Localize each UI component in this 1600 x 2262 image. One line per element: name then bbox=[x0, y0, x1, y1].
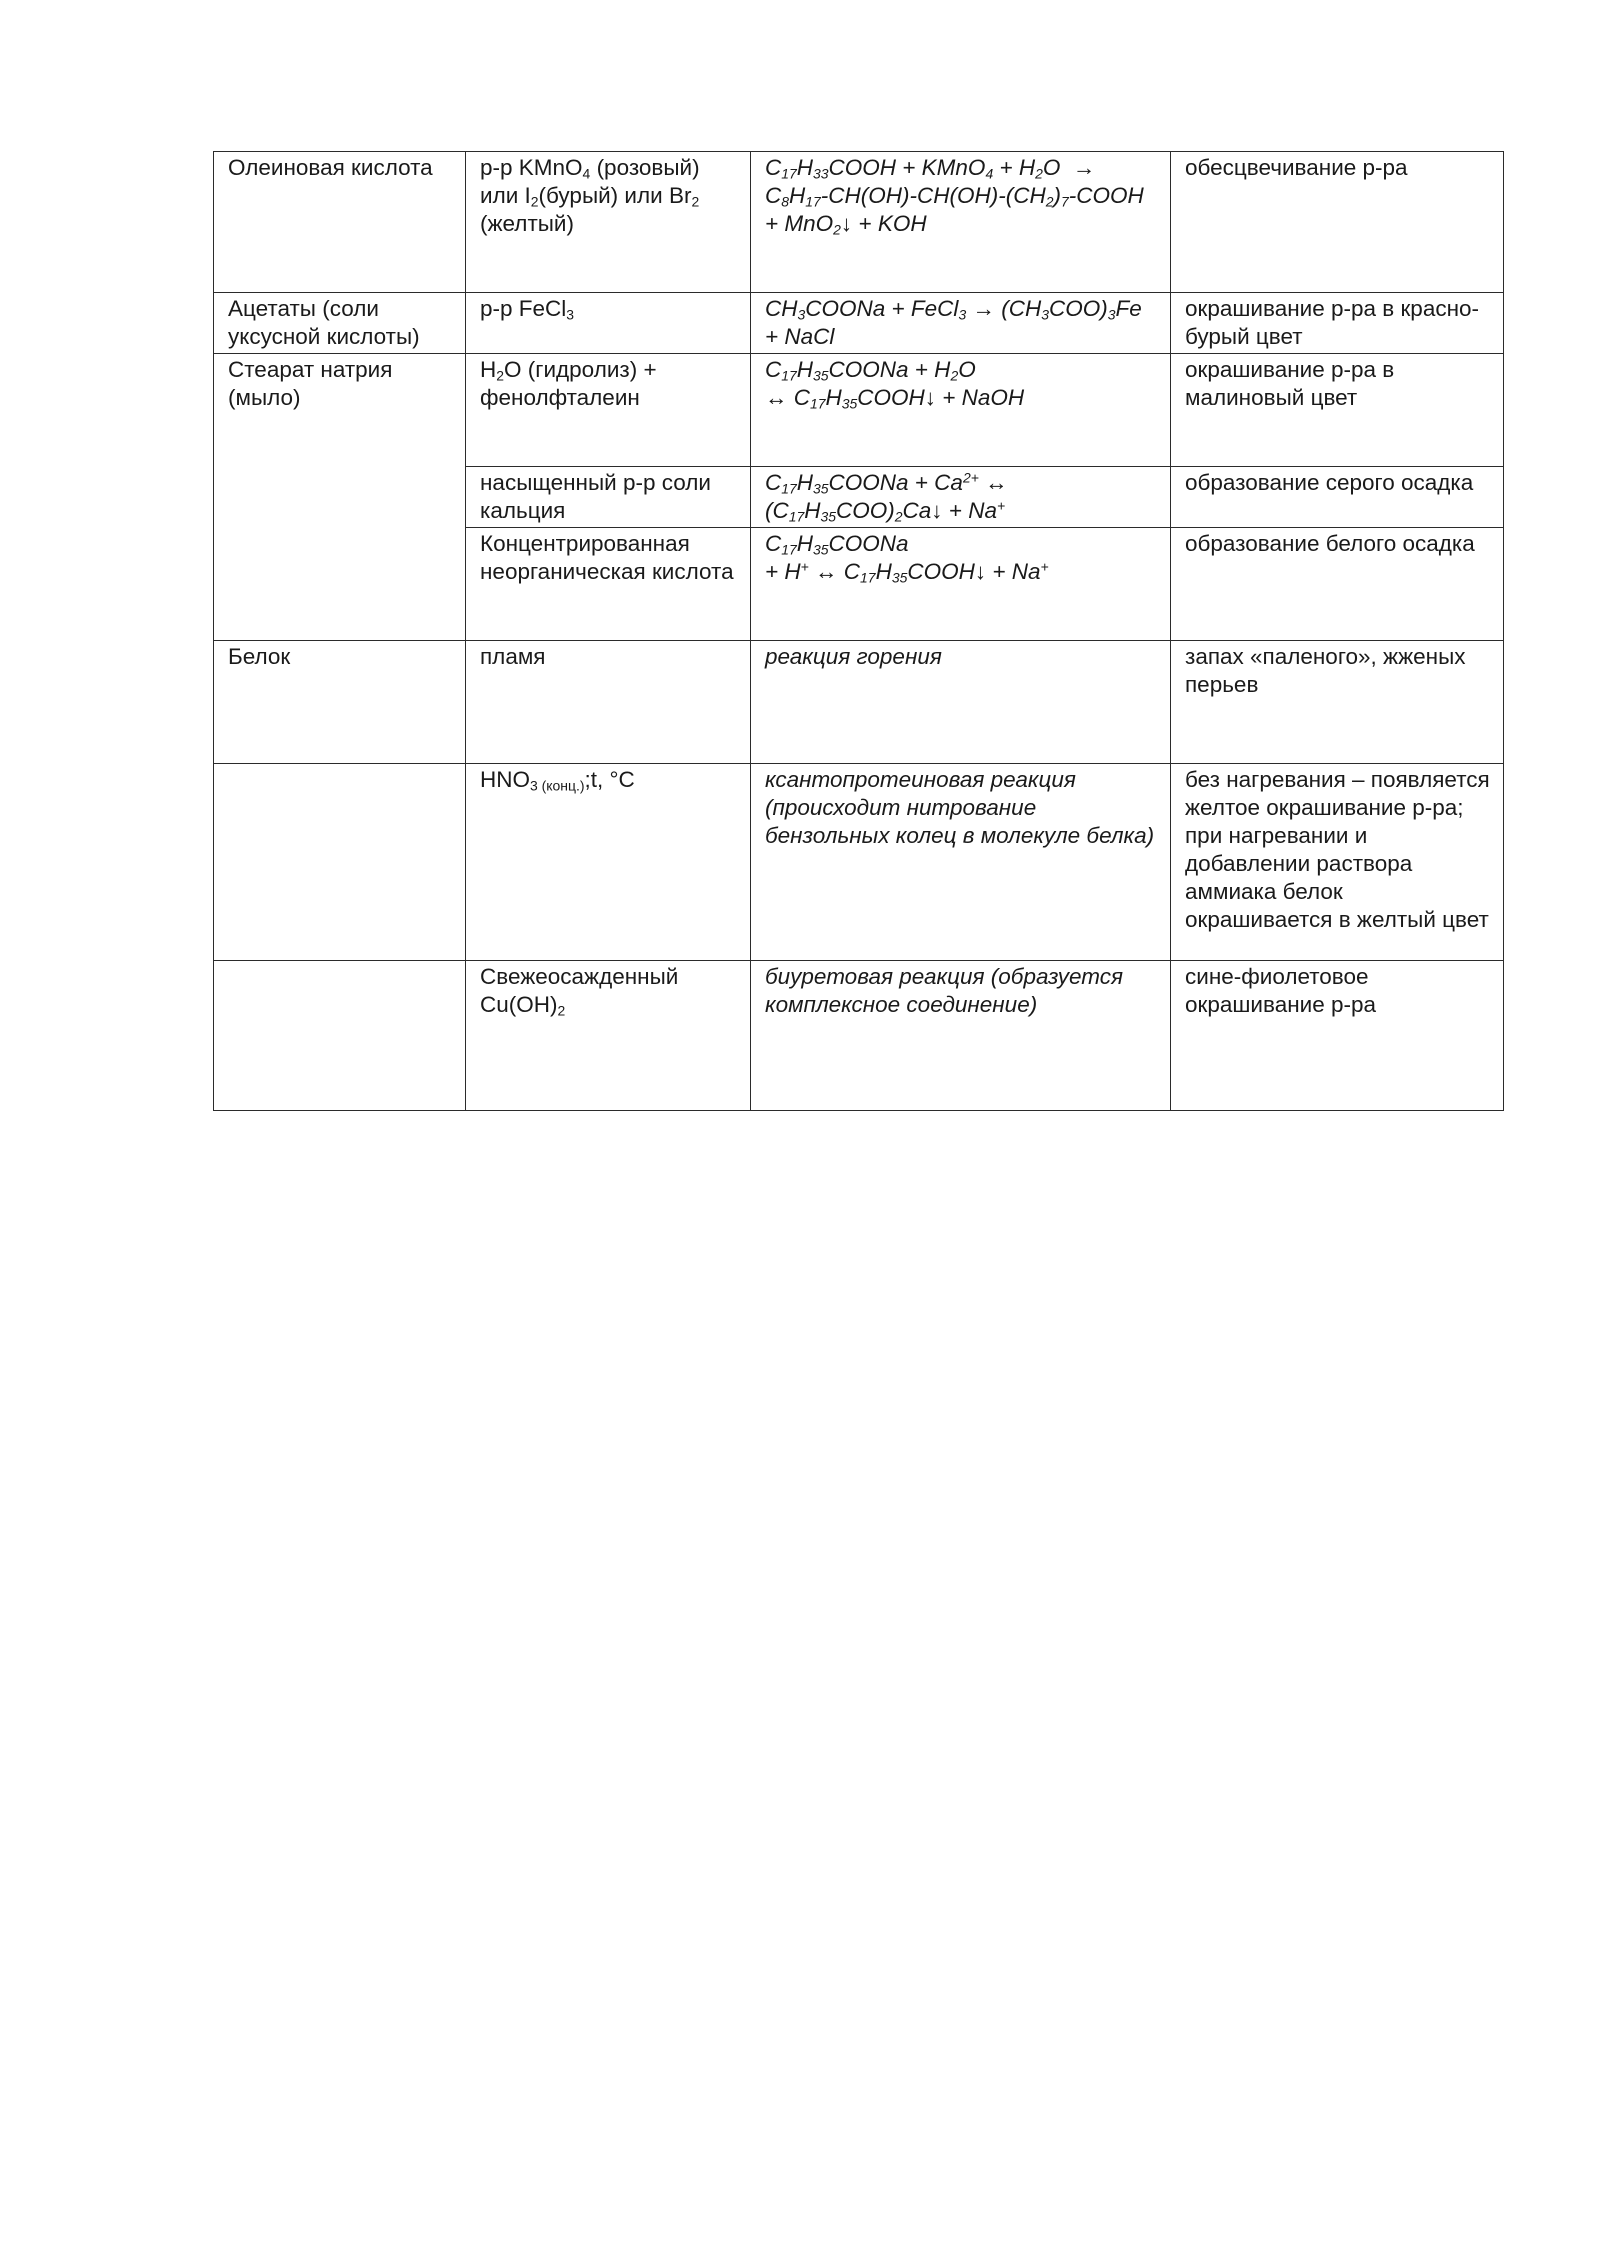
reagent-cell: $H_2O$ (гидролиз) + фенолфталеин bbox=[466, 354, 751, 467]
effect-cell: без нагревания – появляется желтое окрашивание р-ра; при нагревании и добавлении раствора аммиака белок окрашивается в желтый цвет bbox=[1171, 764, 1504, 961]
table-row bbox=[214, 961, 1504, 1111]
reagent-cell: $HNO_{3 (конц.)};t$, °C bbox=[466, 764, 751, 961]
effect-cell: окрашивание р-ра в красно-бурый цвет bbox=[1171, 293, 1504, 354]
effect-cell: образование серого осадка bbox=[1171, 467, 1504, 528]
table-row bbox=[214, 467, 1504, 528]
equation-cell: $C_{17}H_{33}COOH$ + KMnO$_4$ + $H_2O$ → $C_8H_{17}-CH(OH)-CH(OH)-(CH_2)_7$-COOH + MnO$_2$↓ + KOH bbox=[751, 152, 1171, 293]
equation-cell: $C_{17}H_{35}COONa + Ca^{2+}$ ↔ $(C_{17}H_{35}COO)_2Ca↓ + Na^+$ bbox=[751, 467, 1171, 528]
table-row bbox=[214, 528, 1504, 641]
qualitative-reactions-table bbox=[213, 151, 1504, 1111]
equation-cell: $C_{17}H_{35}COONa$ + H+ ↔ $C_{17}H_{35}COOH↓ + Na^+$ bbox=[751, 528, 1171, 641]
reagent-cell: Концентрированная неорганическая кислота bbox=[466, 528, 751, 641]
table-row bbox=[214, 293, 1504, 354]
substance-cell: Ацетаты (соли уксусной кислоты) bbox=[214, 293, 466, 354]
equation-cell: биуретовая реакция (образуется комплексное соединение) bbox=[751, 961, 1171, 1111]
reagent-cell: р-р FeCl$_3$ bbox=[466, 293, 751, 354]
effect-cell: запах «паленого», жженых перьев bbox=[1171, 641, 1504, 764]
substance-cell: Олеиновая кислота bbox=[214, 152, 466, 293]
equation-cell: $C_{17}H_{35}COONa + H_2O$ ↔ $C_{17}H_{35}COOH↓$ + NaOH bbox=[751, 354, 1171, 467]
substance-cell: Стеарат натрия (мыло) bbox=[214, 354, 466, 467]
equation-cell: реакция горения bbox=[751, 641, 1171, 764]
effect-cell: сине-фиолетовое окрашивание р-ра bbox=[1171, 961, 1504, 1111]
reagent-cell: р-р KMnO$_4$ (розовый) или $I_2(бурый)$ или $Br_2$ (желтый) bbox=[466, 152, 751, 293]
reagent-cell: насыщенный р-р соли кальция bbox=[466, 467, 751, 528]
substance-cell bbox=[214, 764, 466, 961]
equation-cell: ксантопротеиновая реакция (происходит нитрование бензольных колец в молекуле белка) bbox=[751, 764, 1171, 961]
reagent-cell: пламя bbox=[466, 641, 751, 764]
reagent-cell: Свежеосажденный $Cu(OH)_2$ bbox=[466, 961, 751, 1111]
substance-cell bbox=[214, 528, 466, 641]
table-row bbox=[214, 354, 1504, 467]
substance-cell: Белок bbox=[214, 641, 466, 764]
effect-cell: окрашивание р-ра в малиновый цвет bbox=[1171, 354, 1504, 467]
effect-cell: образование белого осадка bbox=[1171, 528, 1504, 641]
table-row bbox=[214, 764, 1504, 961]
table-row bbox=[214, 152, 1504, 293]
equation-cell: $CH_3COONa$ + FeCl$_3$ → $(CH_3COO)_3Fe$ + NaCl bbox=[751, 293, 1171, 354]
substance-cell bbox=[214, 961, 466, 1111]
substance-cell bbox=[214, 467, 466, 528]
effect-cell: обесцвечивание р-ра bbox=[1171, 152, 1504, 293]
table-row bbox=[214, 641, 1504, 764]
